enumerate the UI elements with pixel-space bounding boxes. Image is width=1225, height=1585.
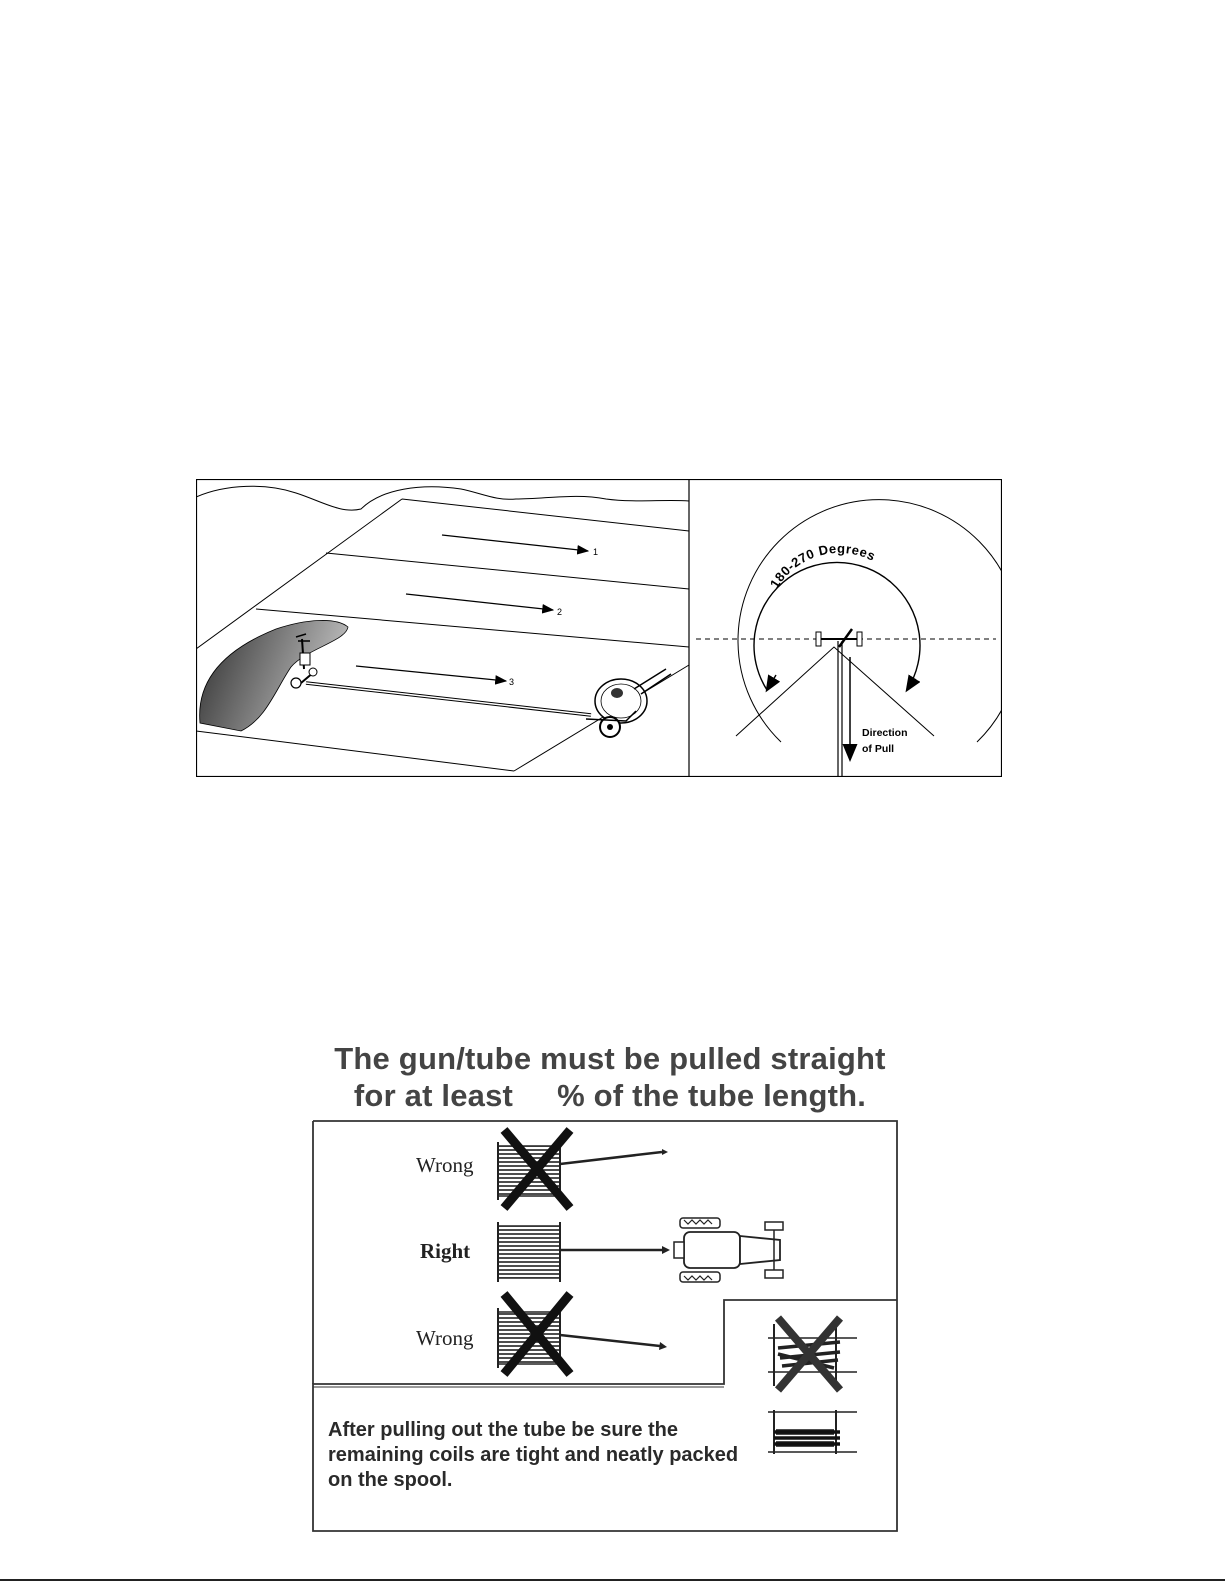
direction-label-line2: of Pull (862, 743, 895, 755)
sector-v-lines (736, 647, 934, 736)
spool-tight-right (768, 1410, 857, 1454)
pass-label-2: 2 (557, 607, 563, 617)
reel-right (498, 1218, 783, 1282)
pass-arrow-1 (442, 535, 588, 551)
pass-arrow-3 (356, 666, 506, 681)
row-label-1: Wrong (416, 1153, 474, 1177)
wetted-area (200, 620, 348, 731)
pass-label-3: 3 (509, 677, 515, 687)
heading-line-2 (250, 1077, 970, 1114)
inner-arc-left-arrow (767, 675, 776, 690)
row-label-3: Wrong (416, 1326, 474, 1350)
field-layout-figure (196, 479, 1002, 777)
hose-reel (586, 669, 671, 737)
spool-loose-wrong (768, 1318, 857, 1390)
figure2-caption: After pulling out the tube be sure the remaining coils are tight and neatly packed on the spool. (328, 1419, 739, 1491)
cart-wheel (291, 678, 301, 688)
figure2-heading (250, 1040, 970, 1114)
arc-degrees-label: 180-270 Degrees (766, 540, 879, 591)
row-label-2: Right (420, 1239, 471, 1263)
strip-line-1 (326, 553, 689, 589)
reel-wrong-2 (498, 1294, 667, 1374)
sector-diagram (696, 500, 1002, 777)
hose-inner (306, 683, 591, 715)
field-scene (196, 486, 689, 771)
heading-line-2-before: for at least (353, 1078, 514, 1113)
heading-line-1: The gun/tube must be pulled straight (334, 1041, 886, 1076)
pass-arrow-2 (406, 594, 553, 610)
field-boundary (196, 499, 689, 649)
reel-wrong-1 (498, 1130, 668, 1208)
tractor (674, 1218, 783, 1282)
pass-label-1: 1 (593, 547, 599, 557)
heading-line-2-after: % of the tube length. (557, 1078, 867, 1113)
hills-outline (196, 486, 689, 510)
outer-arc (738, 500, 1002, 742)
page-bottom-rule (0, 1579, 1225, 1581)
direction-label-line1: Direction (862, 727, 908, 739)
